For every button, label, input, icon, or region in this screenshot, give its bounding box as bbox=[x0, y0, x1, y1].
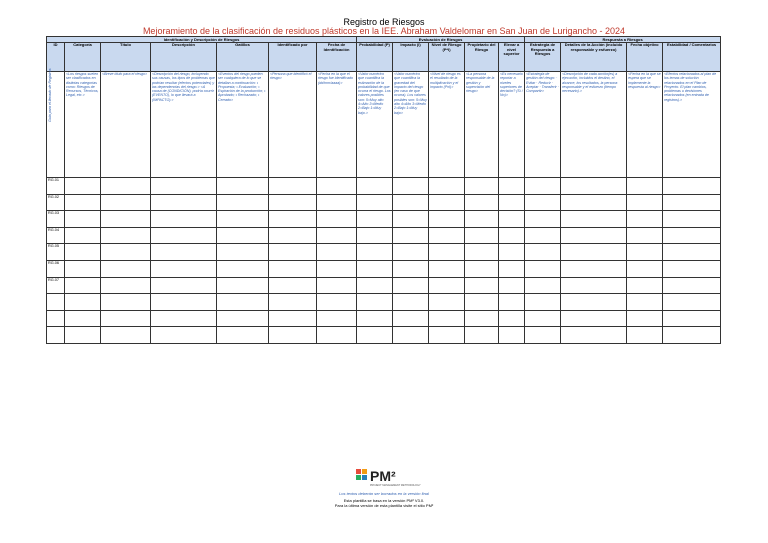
table-cell[interactable] bbox=[357, 277, 393, 294]
table-cell[interactable] bbox=[357, 227, 393, 244]
table-cell[interactable] bbox=[393, 194, 429, 211]
table-cell[interactable] bbox=[101, 227, 151, 244]
table-cell[interactable] bbox=[317, 310, 357, 327]
risk-id-cell[interactable]: RG.07 bbox=[47, 277, 65, 294]
table-cell[interactable] bbox=[217, 327, 269, 344]
table-cell[interactable] bbox=[151, 194, 217, 211]
table-cell[interactable] bbox=[151, 260, 217, 277]
table-row bbox=[47, 227, 721, 244]
table-cell[interactable] bbox=[65, 260, 101, 277]
table-cell[interactable] bbox=[101, 211, 151, 228]
table-cell[interactable] bbox=[317, 227, 357, 244]
risk-register-table bbox=[46, 36, 721, 344]
table-cell[interactable] bbox=[269, 277, 317, 294]
column-header: Gatillos bbox=[217, 43, 269, 72]
guide-cell: <Efectos relacionados al plan de los temas de solución relacionados en el Plan de Proyecto. El plan cambios, problemas u decisiones relacionados (en entrada de registros).> bbox=[663, 72, 721, 178]
table-cell[interactable] bbox=[101, 294, 151, 311]
table-cell[interactable] bbox=[627, 194, 663, 211]
risk-id-cell[interactable]: RG.04 bbox=[47, 227, 65, 244]
table-cell[interactable] bbox=[357, 327, 393, 344]
table-cell[interactable] bbox=[499, 178, 525, 195]
table-cell[interactable] bbox=[65, 211, 101, 228]
table-cell[interactable] bbox=[499, 277, 525, 294]
table-cell[interactable] bbox=[317, 277, 357, 294]
table-cell[interactable] bbox=[317, 327, 357, 344]
table-cell[interactable] bbox=[151, 327, 217, 344]
table-cell[interactable] bbox=[561, 260, 627, 277]
table-cell[interactable] bbox=[357, 244, 393, 261]
table-cell[interactable] bbox=[101, 277, 151, 294]
table-cell[interactable] bbox=[465, 227, 499, 244]
table-cell[interactable] bbox=[499, 327, 525, 344]
logo-text: PM² bbox=[370, 468, 396, 484]
table-cell[interactable] bbox=[65, 327, 101, 344]
table-cell[interactable] bbox=[525, 227, 561, 244]
table-row bbox=[47, 244, 721, 261]
table-cell[interactable] bbox=[269, 178, 317, 195]
table-row bbox=[47, 178, 721, 195]
guide-cell: <Persona que identificó el riesgo> bbox=[269, 72, 317, 178]
table-cell[interactable] bbox=[663, 277, 721, 294]
guide-cell: <Descripción de cada acción(es) a ejecución, incluidos el destino, el alcance, los resultados, la persona responsable y el esfuerzo (tiempo necesario).> bbox=[561, 72, 627, 178]
table-cell[interactable] bbox=[627, 327, 663, 344]
table-cell[interactable] bbox=[465, 194, 499, 211]
table-cell[interactable] bbox=[217, 194, 269, 211]
table-cell[interactable] bbox=[217, 277, 269, 294]
risk-id-cell[interactable]: RG.01 bbox=[47, 178, 65, 195]
table-cell[interactable] bbox=[429, 310, 465, 327]
table-cell[interactable] bbox=[151, 227, 217, 244]
guide-cell: <Es necesario reportar a niveles superiores de decisión? (Sí / No)> bbox=[499, 72, 525, 178]
register-rows bbox=[47, 178, 721, 344]
table-cell[interactable] bbox=[627, 211, 663, 228]
group-evaluacion: Evaluación de Riesgos bbox=[357, 37, 525, 43]
table-cell[interactable] bbox=[65, 310, 101, 327]
risk-id-cell[interactable] bbox=[47, 310, 65, 327]
column-header: Fecha de Identificación bbox=[317, 43, 357, 72]
table-cell[interactable] bbox=[217, 260, 269, 277]
table-cell[interactable] bbox=[499, 260, 525, 277]
table-cell[interactable] bbox=[663, 194, 721, 211]
project-subtitle: Mejoramiento de la clasificación de residuos plásticos en la IEE. Abraham Valdelomar en San Juan de Lurigancho - 2024 bbox=[142, 26, 626, 36]
table-cell[interactable] bbox=[429, 211, 465, 228]
risk-id-cell[interactable] bbox=[47, 294, 65, 311]
guide-side-label: Guía para el llenado de Registros bbox=[48, 68, 52, 122]
table-cell[interactable] bbox=[269, 244, 317, 261]
risk-id-cell[interactable]: RG.03 bbox=[47, 211, 65, 228]
table-cell[interactable] bbox=[627, 277, 663, 294]
table-cell[interactable] bbox=[663, 310, 721, 327]
table-cell[interactable] bbox=[627, 260, 663, 277]
table-cell[interactable] bbox=[525, 178, 561, 195]
footer-note: Los textos deberán ser borrados en la versión final bbox=[339, 491, 429, 496]
table-cell[interactable] bbox=[499, 194, 525, 211]
guide-side-cell bbox=[47, 68, 65, 178]
table-cell[interactable] bbox=[627, 294, 663, 311]
table-cell[interactable] bbox=[217, 244, 269, 261]
table-cell[interactable] bbox=[627, 227, 663, 244]
footer-version: Esta plantilla se basa en la versión PM² V3.0. bbox=[343, 498, 425, 503]
table-cell[interactable] bbox=[663, 327, 721, 344]
table-cell[interactable] bbox=[217, 178, 269, 195]
table-cell[interactable] bbox=[499, 227, 525, 244]
table-cell[interactable] bbox=[357, 260, 393, 277]
table-cell[interactable] bbox=[429, 260, 465, 277]
table-cell[interactable] bbox=[65, 294, 101, 311]
guide-cell: <Fecha en la que el riesgo fue identificado (dd/mm/aaaa)> bbox=[317, 72, 357, 178]
table-cell[interactable] bbox=[663, 211, 721, 228]
table-cell[interactable] bbox=[663, 178, 721, 195]
column-header-row bbox=[47, 43, 721, 72]
table-cell[interactable] bbox=[561, 244, 627, 261]
table-cell[interactable] bbox=[393, 178, 429, 195]
table-cell[interactable] bbox=[429, 327, 465, 344]
table-cell[interactable] bbox=[561, 211, 627, 228]
table-cell[interactable] bbox=[465, 211, 499, 228]
guide-cell: <Eventos del riesgo pueden ser cualquiera de lo que se detallan a continuación: • Propuesta; • Evaluación; • Espiración de la producción; • Aprobado; • Rechazado; • Cerrado> bbox=[217, 72, 269, 178]
table-cell[interactable] bbox=[101, 260, 151, 277]
table-cell[interactable] bbox=[357, 211, 393, 228]
table-cell[interactable] bbox=[269, 260, 317, 277]
column-header: Detalles de la Acción (incluido responsable y esfuerzo) bbox=[561, 43, 627, 72]
document-title: Registro de Riesgos bbox=[343, 17, 425, 27]
table-cell[interactable] bbox=[65, 178, 101, 195]
table-cell[interactable] bbox=[561, 227, 627, 244]
table-cell[interactable] bbox=[525, 294, 561, 311]
guide-cell: <Breve título para el riesgo> bbox=[101, 72, 151, 178]
column-header: Título bbox=[101, 43, 151, 72]
table-cell[interactable] bbox=[393, 294, 429, 311]
table-cell[interactable] bbox=[627, 244, 663, 261]
table-cell[interactable] bbox=[151, 294, 217, 311]
column-header: Estrategia de Respuesta a Riesgos bbox=[525, 43, 561, 72]
table-cell[interactable] bbox=[65, 227, 101, 244]
guide-cell: <Estrategia de gestión del riesgo: · Evitar · Reducir · Aceptar · Transferir · Compartir> bbox=[525, 72, 561, 178]
table-cell[interactable] bbox=[151, 244, 217, 261]
column-header: ID bbox=[47, 43, 65, 72]
table-row bbox=[47, 310, 721, 327]
table-cell[interactable] bbox=[393, 260, 429, 277]
risk-id-cell[interactable] bbox=[47, 327, 65, 344]
table-row bbox=[47, 277, 721, 294]
pm2-logo-icon bbox=[354, 466, 421, 488]
table-cell[interactable] bbox=[101, 194, 151, 211]
table-cell[interactable] bbox=[393, 227, 429, 244]
table-cell[interactable] bbox=[101, 327, 151, 344]
table-cell[interactable] bbox=[101, 310, 151, 327]
guide-cell: <La persona responsable de la gestión y supervisión del riesgo> bbox=[465, 72, 499, 178]
table-cell[interactable] bbox=[627, 178, 663, 195]
table-row bbox=[47, 294, 721, 311]
table-cell[interactable] bbox=[269, 310, 317, 327]
table-cell[interactable] bbox=[217, 294, 269, 311]
table-cell[interactable] bbox=[317, 260, 357, 277]
group-identificacion: Identificación y Descripción de Riesgos bbox=[47, 37, 357, 43]
column-header: Probabilidad (P) bbox=[357, 43, 393, 72]
table-cell[interactable] bbox=[561, 327, 627, 344]
table-cell[interactable] bbox=[269, 211, 317, 228]
table-cell[interactable] bbox=[317, 211, 357, 228]
table-cell[interactable] bbox=[151, 211, 217, 228]
column-header: Nivel de Riesgo (P*I) bbox=[429, 43, 465, 72]
table-cell[interactable] bbox=[393, 277, 429, 294]
table-cell[interactable] bbox=[465, 310, 499, 327]
table-cell[interactable] bbox=[465, 277, 499, 294]
table-cell[interactable] bbox=[525, 244, 561, 261]
footer-latest: Para la última versión de esta plantilla visite el sitio PM² bbox=[334, 503, 434, 508]
logo-tagline: PROJECT MANAGEMENT METHODOLOGY bbox=[370, 484, 421, 487]
table-row bbox=[47, 260, 721, 277]
table-cell[interactable] bbox=[525, 310, 561, 327]
table-cell[interactable] bbox=[65, 277, 101, 294]
table-cell[interactable] bbox=[561, 294, 627, 311]
table-cell[interactable] bbox=[663, 244, 721, 261]
table-cell[interactable] bbox=[525, 277, 561, 294]
table-row bbox=[47, 194, 721, 211]
table-cell[interactable] bbox=[393, 244, 429, 261]
table-cell[interactable] bbox=[499, 310, 525, 327]
table-cell[interactable] bbox=[429, 294, 465, 311]
risk-id-cell[interactable]: RG.02 bbox=[47, 194, 65, 211]
table-row bbox=[47, 327, 721, 344]
table-cell[interactable] bbox=[357, 178, 393, 195]
table-cell[interactable] bbox=[317, 178, 357, 195]
table-cell[interactable] bbox=[465, 294, 499, 311]
table-cell[interactable] bbox=[465, 244, 499, 261]
column-header: Estabilidad / Comentarios bbox=[663, 43, 721, 72]
table-cell[interactable] bbox=[151, 277, 217, 294]
table-cell[interactable] bbox=[317, 194, 357, 211]
table-cell[interactable] bbox=[525, 211, 561, 228]
risk-id-cell[interactable]: RG.06 bbox=[47, 260, 65, 277]
table-cell[interactable] bbox=[217, 227, 269, 244]
table-cell[interactable] bbox=[525, 260, 561, 277]
column-header: Descripción bbox=[151, 43, 217, 72]
table-cell[interactable] bbox=[101, 244, 151, 261]
table-cell[interactable] bbox=[663, 227, 721, 244]
table-cell[interactable] bbox=[465, 178, 499, 195]
guide-cell: <Valor numérico que cuantifica la estimación de la probabilidad de que ocurra el riesgo. Los valores posibles son: 5=Muy alto 4=Alto 3=Medio 2=Bajo 1=Muy bajo.> bbox=[357, 72, 393, 178]
table-cell[interactable] bbox=[151, 178, 217, 195]
column-header: Elevar a nivel superior bbox=[499, 43, 525, 72]
table-cell[interactable] bbox=[499, 211, 525, 228]
table-cell[interactable] bbox=[151, 310, 217, 327]
column-header: Impacto (I) bbox=[393, 43, 429, 72]
table-cell[interactable] bbox=[561, 194, 627, 211]
guide-row bbox=[47, 72, 721, 178]
table-cell[interactable] bbox=[393, 211, 429, 228]
table-cell[interactable] bbox=[65, 194, 101, 211]
table-cell[interactable] bbox=[561, 178, 627, 195]
group-respuesta: Respuesta a Riesgos bbox=[525, 37, 721, 43]
table-cell[interactable] bbox=[561, 310, 627, 327]
guide-cell: <Fecha en la que se espera que se implemente la respuesta al riesgo> bbox=[627, 72, 663, 178]
table-row bbox=[47, 211, 721, 228]
table-cell[interactable] bbox=[429, 277, 465, 294]
table-cell[interactable] bbox=[465, 260, 499, 277]
table-cell[interactable] bbox=[65, 244, 101, 261]
pm2-logo bbox=[0, 466, 768, 493]
column-header: Propietario del Riesgo bbox=[465, 43, 499, 72]
table-cell[interactable] bbox=[217, 211, 269, 228]
table-cell[interactable] bbox=[317, 244, 357, 261]
table-cell[interactable] bbox=[561, 277, 627, 294]
guide-cell: <Nivel de riesgo es el resultado de la multiplicación y el impacto (PxI)> bbox=[429, 72, 465, 178]
table-cell[interactable] bbox=[269, 194, 317, 211]
table-cell[interactable] bbox=[627, 310, 663, 327]
table-cell[interactable] bbox=[357, 194, 393, 211]
table-cell[interactable] bbox=[357, 310, 393, 327]
table-cell[interactable] bbox=[101, 178, 151, 195]
table-cell[interactable] bbox=[393, 327, 429, 344]
table-cell[interactable] bbox=[429, 194, 465, 211]
table-cell[interactable] bbox=[525, 194, 561, 211]
table-cell[interactable] bbox=[357, 294, 393, 311]
table-cell[interactable] bbox=[663, 294, 721, 311]
guide-cell: <Valor numérico que cuantifica la gravedad del impacto del riesgo (en caso de que ocurra). Los valores posibles son: 5=Muy alto 4=Alto 3=Medio 2=Bajo 1=Muy bajo> bbox=[393, 72, 429, 178]
risk-id-cell[interactable]: RG.05 bbox=[47, 244, 65, 261]
table-cell[interactable] bbox=[317, 294, 357, 311]
table-cell[interactable] bbox=[269, 294, 317, 311]
table-cell[interactable] bbox=[217, 310, 269, 327]
guide-cell: <Los riesgos suelen ser clasificados en distintas categorías como: Riesgos de Recursos, Técnicos, Legal, etc.> bbox=[65, 72, 101, 178]
table-cell[interactable] bbox=[499, 244, 525, 261]
column-header: Categoría bbox=[65, 43, 101, 72]
table-cell[interactable] bbox=[269, 327, 317, 344]
table-cell[interactable] bbox=[429, 178, 465, 195]
table-cell[interactable] bbox=[429, 244, 465, 261]
table-cell[interactable] bbox=[269, 227, 317, 244]
column-header: Fecha objetivo bbox=[627, 43, 663, 72]
table-cell[interactable] bbox=[663, 260, 721, 277]
table-cell[interactable] bbox=[393, 310, 429, 327]
table-cell[interactable] bbox=[525, 327, 561, 344]
table-cell[interactable] bbox=[429, 227, 465, 244]
table-cell[interactable] bbox=[499, 294, 525, 311]
column-header: Identificado por bbox=[269, 43, 317, 72]
table-cell[interactable] bbox=[465, 327, 499, 344]
guide-cell: <Descripción del riesgo, incluyendo sus causas, los tipos de problemas que podrían resultar (efectos potenciales) y las dependencias del riesgo.> <A causa de (CONDICIÓN), podría ocurrir (EVENTO), lo que llevará a (IMPACTO).> bbox=[151, 72, 217, 178]
